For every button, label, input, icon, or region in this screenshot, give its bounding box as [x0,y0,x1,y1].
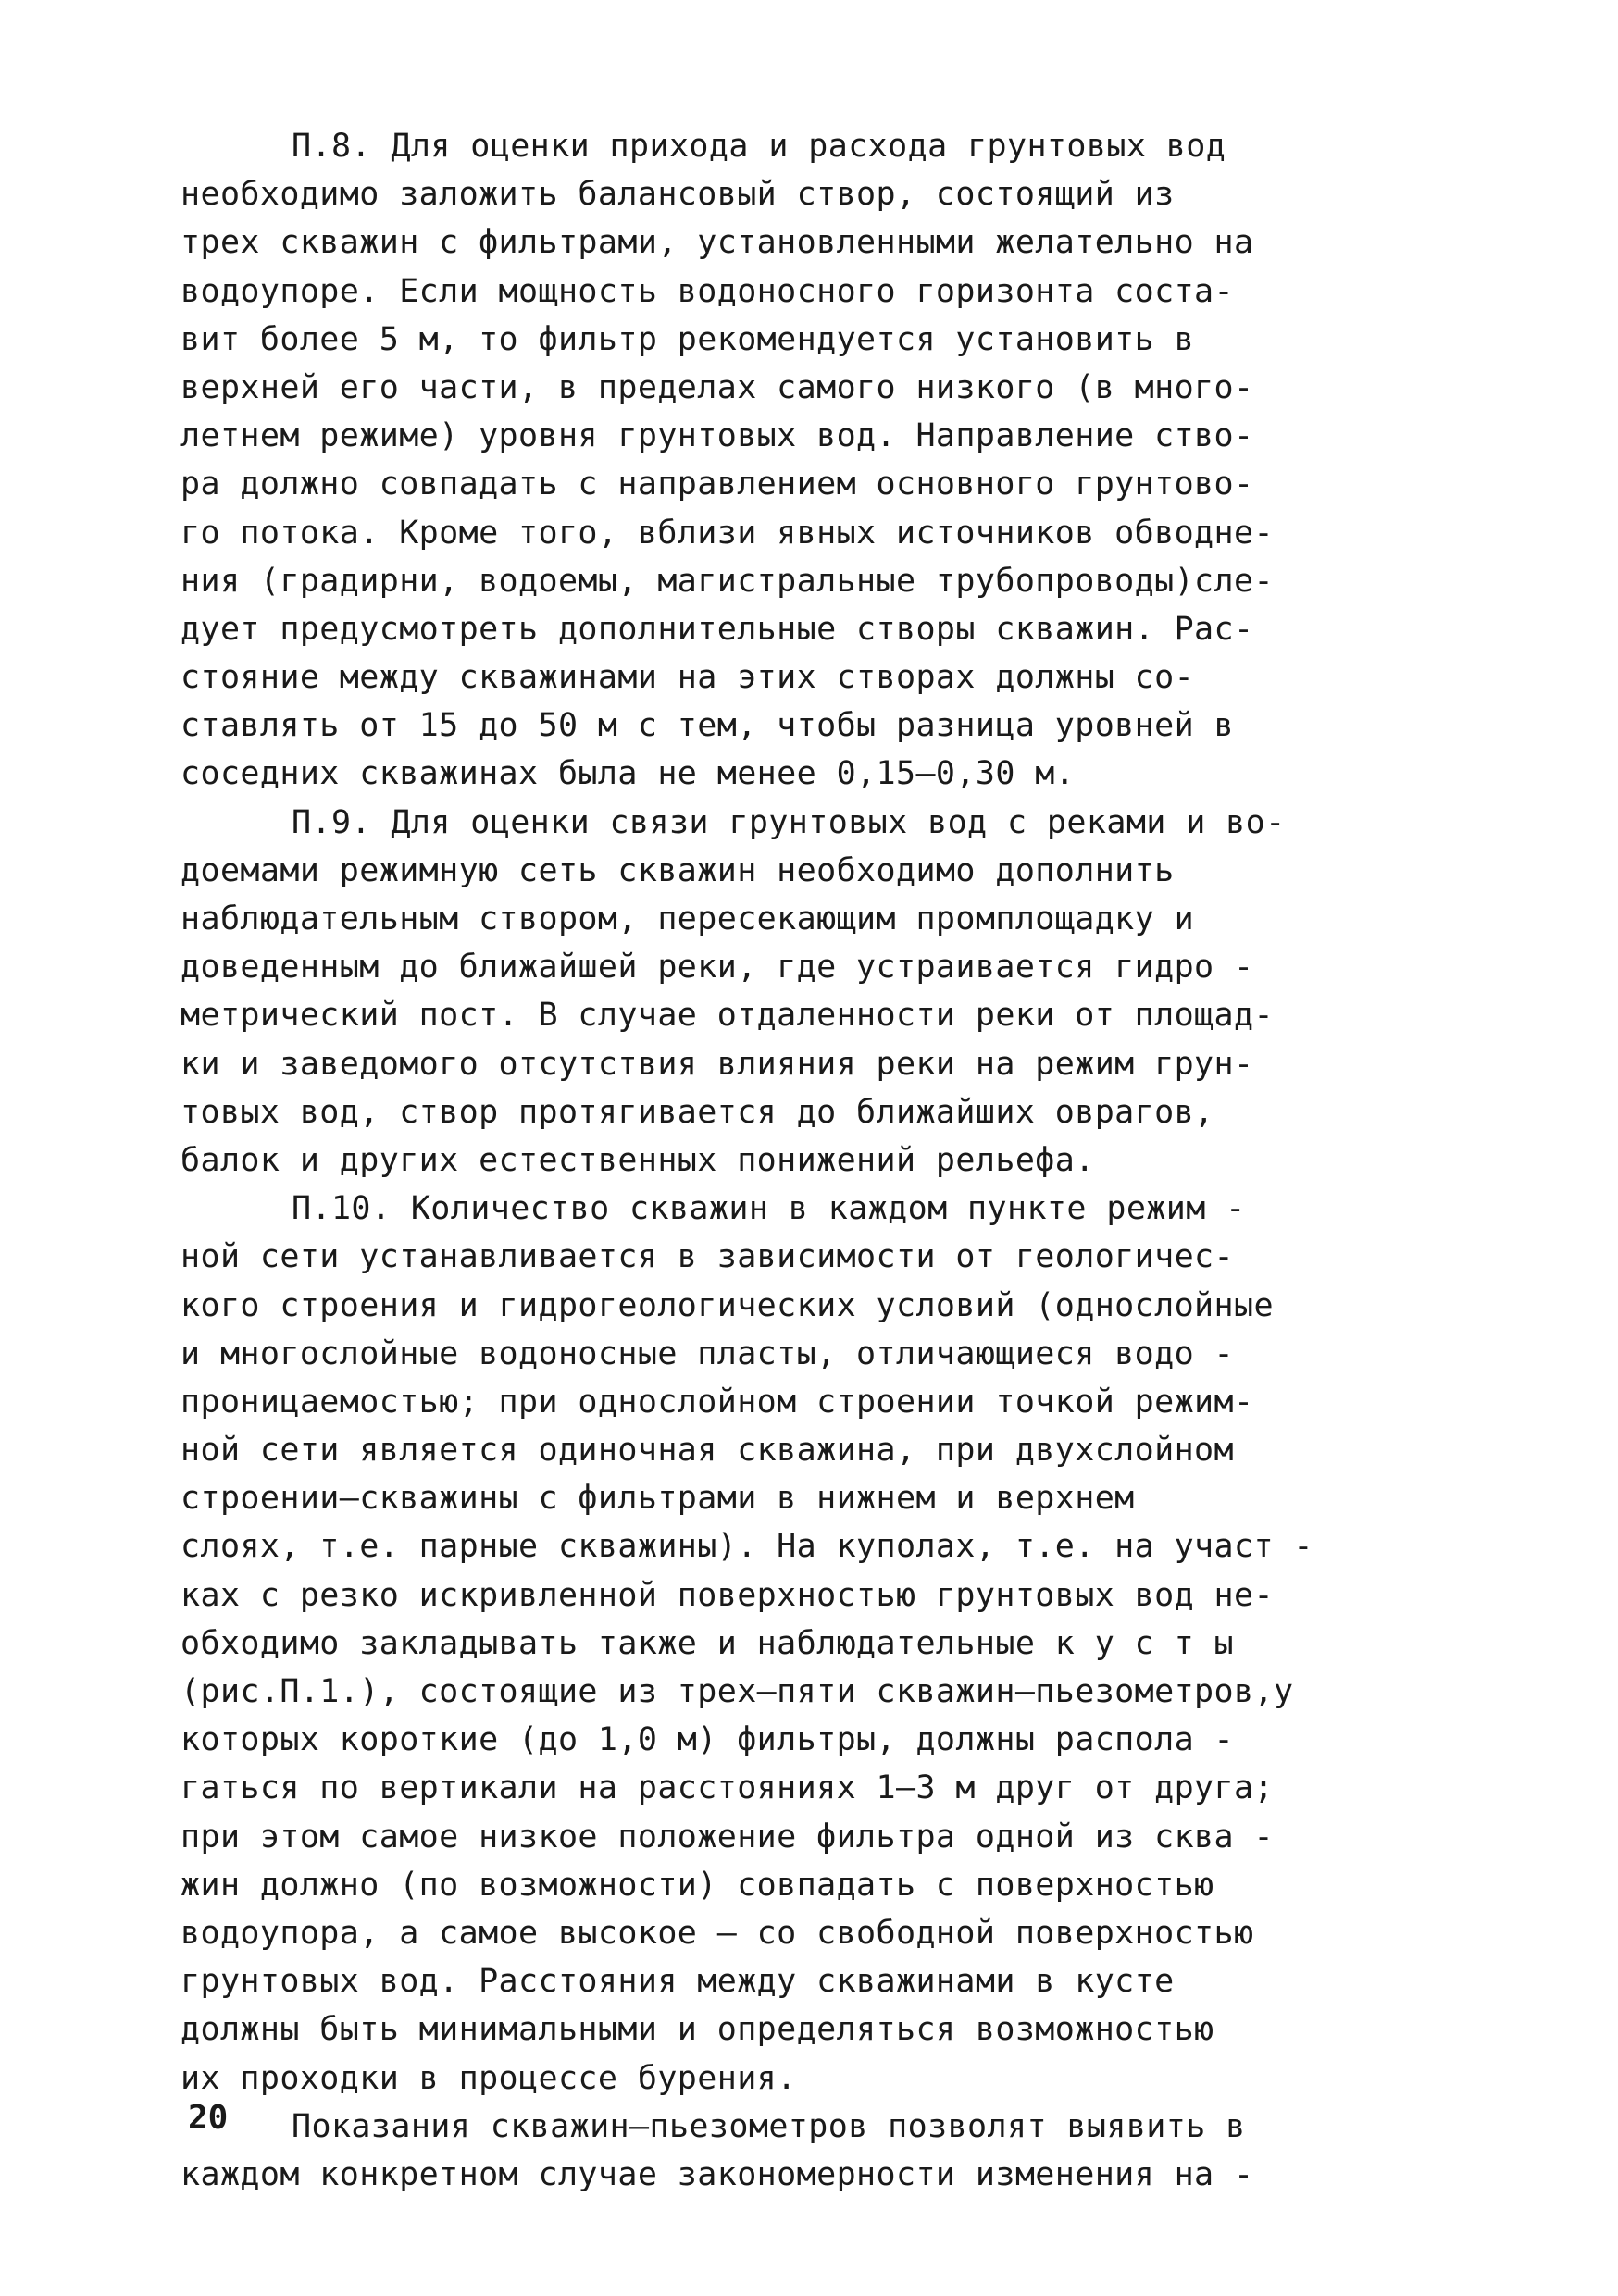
text-line: ставлять от 15 до 50 м с тем, чтобы разница уровней в [180,707,1235,745]
text-line: трех скважин с фильтрами, установленными желательно на [180,224,1254,262]
text-line: должны быть минимальными и определяться возможностью [180,2011,1214,2049]
text-line: ной сети устанавливается в зависимости от геологичес- [180,1238,1235,1276]
text-line: (рис.П.1.), состоящие из трех–пяти скважин–пьезометров,у [180,1673,1294,1710]
text-line: товых вод, створ протягивается до ближайших оврагов, [180,1093,1214,1131]
paragraph-p11 [180,2103,1439,2199]
text-line: ра должно совпадать с направлением основного грунтово- [180,465,1254,503]
text-line: доемами режимную сеть скважин необходимо дополнить [180,851,1175,889]
text-line: П.9. Для оценки связи грунтовых вод с реками и во- [292,803,1286,841]
text-line: ной сети является одиночная скважина, при двухслойном [180,1432,1235,1470]
text-line: П.8. Для оценки прихода и расхода грунтовых вод [292,128,1226,165]
text-line: грунтовых вод. Расстояния между скважинами в кусте [180,1963,1175,2001]
text-line: наблюдательным створом, пересекающим промплощадку и [180,900,1195,937]
text-line: водоупоре. Если мощность водоносного горизонта соста- [180,272,1235,310]
text-line: каждом конкретном случае закономерности изменения на - [180,2155,1254,2193]
text-line: строении–скважины с фильтрами в нижнем и верхнем [180,1480,1135,1518]
text-line: при этом самое низкое положение фильтра одной из сква - [180,1818,1274,1855]
text-line: ках с резко искривленной поверхностью грунтовых вод не- [180,1576,1274,1614]
text-line: слоях, т.е. парные скважины). На куполах, т.е. на участ - [180,1528,1313,1566]
page-number: 20 [188,2099,229,2137]
text-line: стояние между скважинами на этих створах должны со- [180,659,1195,697]
text-line: балок и других естественных понижений рельефа. [180,1141,1095,1179]
body-text [180,122,1439,2199]
text-line: необходимо заложить балансовый створ, состоящий из [180,176,1175,214]
text-line: их проходки в процессе бурения. [180,2059,797,2097]
text-line: летнем режиме) уровня грунтовых вод. Направление ство- [180,417,1254,455]
text-line: доведенным до ближайшей реки, где устраивается гидро - [180,949,1254,987]
text-line: кого строения и гидрогеологических условий (однослойные [180,1286,1274,1324]
text-line: метрический пост. В случае отдаленности реки от площад- [180,997,1274,1035]
text-line: ки и заведомого отсутствия влияния реки на режим грун- [180,1045,1254,1083]
paragraph-p10 [180,1185,1439,2103]
paragraph-p9 [180,799,1439,1185]
text-line: верхней его части, в пределах самого низкого (в много- [180,368,1254,406]
text-line: и многослойные водоносные пласты, отличающиеся водо - [180,1334,1235,1372]
text-line: дует предусмотреть дополнительные створы скважин. Рас- [180,610,1254,648]
text-line: водоупора, а самое высокое – со свободной поверхностью [180,1914,1254,1952]
text-line: Показания скважин–пьезометров позволят выявить в [292,2107,1246,2145]
text-line: которых короткие (до 1,0 м) фильтры, должны распола - [180,1721,1235,1759]
text-line: соседних скважинах была не менее 0,15–0,30 м. [180,755,1076,793]
text-line: обходимо закладывать также и наблюдательные к у с т ы [180,1624,1235,1662]
text-line: жин должно (по возможности) совпадать с поверхностью [180,1866,1214,1904]
text-line: проницаемостью; при однослойном строении точкой режим- [180,1383,1254,1421]
paragraph-p8 [180,122,1439,799]
text-line: го потока. Кроме того, вблизи явных источников обводне- [180,514,1274,552]
text-line: вит более 5 м, то фильтр рекомендуется установить в [180,320,1195,358]
text-line: П.10. Количество скважин в каждом пункте режим - [292,1190,1246,1228]
text-line: ния (градирни, водоемы, магистральные трубопроводы)сле- [180,562,1274,600]
text-line: гаться по вертикали на расстояниях 1–3 м друг от друга; [180,1769,1274,1807]
